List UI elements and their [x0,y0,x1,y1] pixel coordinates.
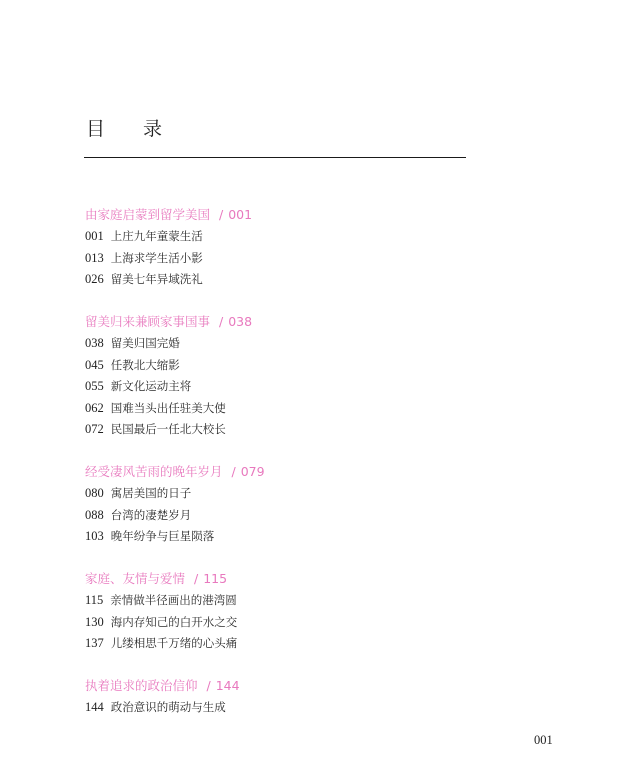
entry-title: 留美七年异域洗礼 [110,272,203,286]
entry-page: 115 [85,593,104,607]
toc-section [85,675,505,719]
section-page: 038 [228,314,253,329]
entry-page: 013 [85,250,104,265]
entry-page: 045 [85,357,104,372]
entry-page: 001 [85,229,104,243]
toc-entry[interactable] [85,398,505,420]
toc-entry[interactable] [85,248,505,270]
toc-section [85,311,505,441]
section-title: 由家庭启蒙到留学美国 [85,207,211,222]
entry-title: 任教北大缩影 [110,357,180,372]
section-title: 家庭、友情与爱情 [85,571,186,586]
toc-entry[interactable] [85,355,505,377]
toc-entry[interactable] [85,526,505,548]
section-heading[interactable] [85,461,505,483]
entry-page: 088 [85,507,104,522]
entry-title: 儿缕相思千万绪的心头痛 [110,636,238,650]
entry-page: 072 [85,422,104,436]
section-heading[interactable] [85,204,505,226]
toc-entry[interactable] [85,697,505,719]
section-separator: / [206,678,211,693]
section-page: 079 [240,464,265,479]
entry-page: 026 [85,272,104,286]
entry-page: 103 [85,529,104,543]
page-title: 目 录 [86,118,179,140]
section-separator: / [231,464,236,479]
toc-entry[interactable] [85,505,505,527]
entry-page: 130 [85,614,104,629]
toc-entry[interactable] [85,226,505,248]
toc-entry[interactable] [85,483,505,505]
table-of-contents [85,204,505,719]
entry-page: 080 [85,486,104,500]
section-title: 经受凄风苦雨的晚年岁月 [85,464,223,479]
title-divider [84,157,466,158]
entry-title: 上庄九年童蒙生活 [110,229,203,243]
page-number: 001 [534,733,553,747]
entry-title: 民国最后一任北大校长 [110,422,226,436]
entry-title: 亲情做半径画出的港湾圆 [110,593,237,607]
entry-title: 上海求学生活小影 [110,250,203,265]
entry-title: 台湾的凄楚岁月 [110,507,192,522]
toc-section [85,204,505,291]
section-title: 执着追求的政治信仰 [85,678,198,693]
section-heading[interactable] [85,568,505,590]
toc-entry[interactable] [85,269,505,291]
entry-title: 晚年纷争与巨星陨落 [110,529,215,543]
entry-title: 留美归国完婚 [110,336,180,350]
entry-page: 062 [85,400,104,415]
entry-page: 137 [85,636,104,650]
section-separator: / [219,207,224,222]
section-page: 144 [215,678,240,693]
section-page: 115 [203,571,228,586]
section-title: 留美归来兼顾家事国事 [85,314,211,329]
entry-title: 国难当头出任驻美大使 [110,400,226,415]
section-page: 001 [228,207,253,222]
toc-section [85,461,505,548]
toc-section [85,568,505,655]
section-separator: / [194,571,199,586]
entry-page: 144 [85,700,104,714]
entry-title: 新文化运动主将 [110,379,192,393]
section-separator: / [219,314,224,329]
section-heading[interactable] [85,311,505,333]
toc-entry[interactable] [85,612,505,634]
toc-entry[interactable] [85,590,505,612]
entry-page: 055 [85,379,104,393]
toc-entry[interactable] [85,333,505,355]
toc-entry[interactable] [85,633,505,655]
entry-page: 038 [85,336,104,350]
section-heading[interactable] [85,675,505,697]
entry-title: 政治意识的萌动与生成 [110,700,226,714]
toc-entry[interactable] [85,376,505,398]
entry-title: 海内存知己的白开水之交 [110,614,238,629]
toc-entry[interactable] [85,419,505,441]
entry-title: 寓居美国的日子 [110,486,192,500]
